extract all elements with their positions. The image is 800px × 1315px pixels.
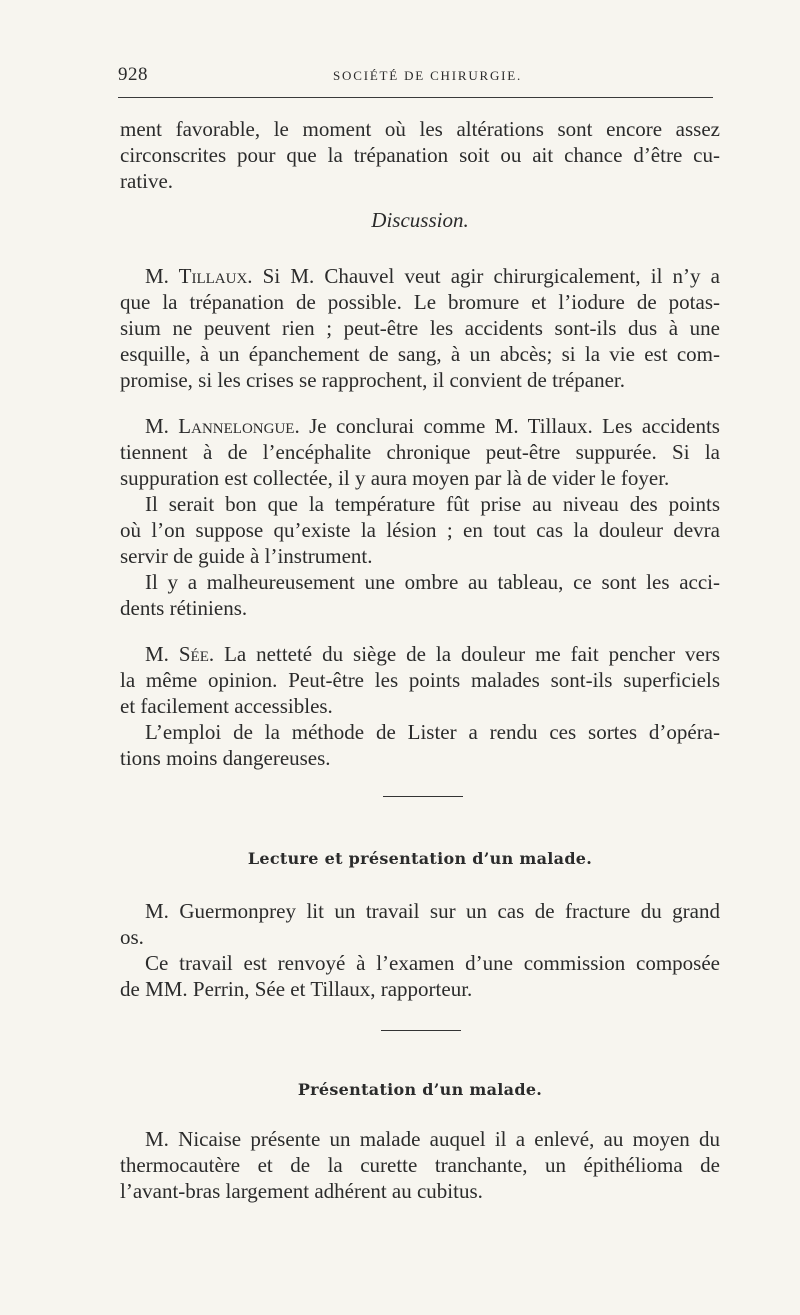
speaker-name: M. Tillaux. [145, 264, 253, 288]
section-title-presentation: Présentation d’un malade. [297, 1080, 543, 1099]
text-line [145, 641, 720, 667]
text-line: la même opinion. Peut-être les points malades sont-ils superficiels [120, 668, 720, 692]
page-header [118, 64, 718, 94]
text-line: Il serait bon que la température fût prise au niveau des points [145, 492, 720, 516]
text-line: servir de guide à l’instrument. [120, 544, 373, 568]
text-line: Il y a malheureusement une ombre au tableau, ce sont les acci- [145, 570, 720, 594]
text-span: Si M. Chauvel veut agir chirurgicalement, il n’y a [252, 264, 720, 288]
text-line: esquille, à un épanchement de sang, à un abcès; si la vie est com- [120, 342, 720, 366]
running-title: SOCIÉTÉ DE CHIRURGIE. [333, 68, 523, 83]
text-line: rative. [120, 169, 174, 193]
section-title-lecture: Lecture et présentation d’un malade. [247, 849, 593, 868]
text-line: circonscrites pour que la trépanation soit ou ait chance d’être cu- [120, 143, 720, 167]
section-divider [383, 796, 463, 797]
page-number: 928 [118, 64, 148, 85]
text-line: M. Guermonprey lit un travail sur un cas de fracture du grand [145, 899, 720, 923]
text-line: l’avant-bras largement adhérent au cubitus. [120, 1179, 483, 1203]
text-line: tiennent à de l’encéphalite chronique peut-être suppurée. Si la [120, 440, 720, 464]
text-line: où l’on suppose qu’existe la lésion ; en tout cas la douleur devra [120, 518, 720, 542]
text-line: L’emploi de la méthode de Lister a rendu ces sortes d’opéra- [145, 720, 720, 744]
text-line: thermocautère et de la curette tranchante, un épithélioma de [120, 1153, 720, 1177]
text-line: tions moins dangereuses. [120, 746, 331, 770]
text-span: La netteté du siège de la douleur me fait pencher vers [214, 642, 720, 666]
text-line: que la trépanation de possible. Le bromure et l’iodure de potas- [120, 290, 720, 314]
text-line: promise, si les crises se rapprochent, il convient de trépaner. [120, 368, 626, 392]
text-line: ment favorable, le moment où les altérations sont encore assez [120, 117, 720, 141]
text-line: Ce travail est renvoyé à l’examen d’une commission composée [145, 951, 720, 975]
text-span: Je conclurai comme M. Tillaux. Les accidents [299, 414, 720, 438]
text-line [145, 413, 720, 439]
section-divider [381, 1030, 461, 1031]
speaker-name: M. Sée. [145, 642, 215, 666]
text-line: suppuration est collectée, il y aura moyen par là de vider le foyer. [120, 466, 670, 490]
section-title-discussion: Discussion. [371, 208, 469, 232]
text-line: de MM. Perrin, Sée et Tillaux, rapporteur. [120, 977, 473, 1001]
text-line: sium ne peuvent rien ; peut-être les accidents sont-ils dus à une [120, 316, 720, 340]
text-line: M. Nicaise présente un malade auquel il a enlevé, au moyen du [145, 1127, 720, 1151]
speaker-name: M. Lannelongue. [145, 414, 300, 438]
text-line: dents rétiniens. [120, 596, 248, 620]
header-rule [118, 97, 713, 98]
text-line [145, 263, 720, 289]
text-line: et facilement accessibles. [120, 694, 333, 718]
text-line: os. [120, 925, 144, 949]
